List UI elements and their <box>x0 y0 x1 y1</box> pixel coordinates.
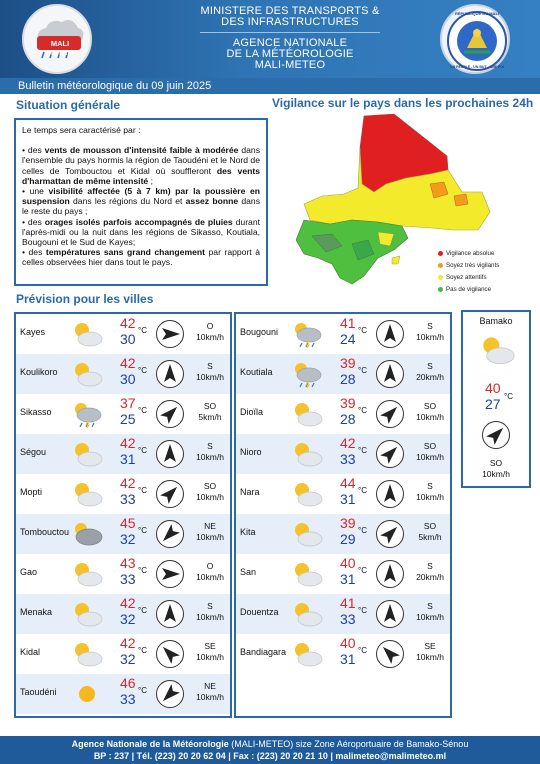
temp-max: 42 <box>340 435 356 451</box>
wind-speed: 10km/h <box>196 332 224 342</box>
bamako-tmax: 40 <box>485 380 501 396</box>
temp-min: 31 <box>340 651 356 667</box>
forecast-row <box>236 554 450 594</box>
forecast-row <box>16 594 230 634</box>
footer-address: (MALI-METEO) size Zone Aéroportuaire de Bamako-Sénou <box>228 739 469 749</box>
seal-bottom-text: UN PEUPLE - UN BUT - UNE FOI <box>450 65 504 69</box>
legend-dot-orange <box>438 263 443 268</box>
temp-max: 42 <box>120 635 136 651</box>
wind-speed: 10km/h <box>196 652 224 662</box>
agency-line2: DE LA MÉTÉOROLOGIE <box>226 48 354 60</box>
wind-direction: S <box>207 361 213 371</box>
degree-unit: °C <box>358 366 367 375</box>
situation-intro: Le temps sera caractérisé par : <box>22 125 141 135</box>
legend-label: Pas de vigilance <box>446 286 492 293</box>
temp-max: 42 <box>120 435 136 451</box>
forecast-row <box>236 514 450 554</box>
temp-min: 24 <box>340 331 356 347</box>
wind-direction-arrow-icon <box>375 319 405 349</box>
temp-max: 42 <box>120 475 136 491</box>
wind-direction-arrow-icon <box>375 439 405 469</box>
wind-speed: 10km/h <box>416 332 444 342</box>
b2-end: dans le reste du pays ; <box>22 196 260 217</box>
legend-label: Soyez très vigilants <box>446 262 500 269</box>
temp-min: 33 <box>340 611 356 627</box>
b4-bold: températures sans grand changement <box>45 247 205 258</box>
wind-direction-arrow-icon <box>375 359 405 389</box>
wind-speed: 10km/h <box>196 612 224 622</box>
partly-cloudy-icon <box>290 440 324 468</box>
wind-direction-arrow-icon <box>375 519 405 549</box>
wind-direction: SO <box>203 401 217 411</box>
temp-max: 42 <box>120 595 136 611</box>
temp-min: 32 <box>120 651 136 667</box>
wind-speed: 10km/h <box>196 452 224 462</box>
forecast-row <box>16 314 230 354</box>
b2-bold1: visibilité affectée (5 à 7 km) par la poussière en suspension <box>22 186 260 207</box>
wind-speed: 5km/h <box>198 412 222 422</box>
forecast-row <box>16 514 230 554</box>
city-name: Taoudéni <box>20 687 57 697</box>
city-name: Koutiala <box>240 367 273 377</box>
wind-direction-arrow-icon <box>155 399 185 429</box>
wind-direction: S <box>427 321 433 331</box>
temp-max: 41 <box>340 595 356 611</box>
temp-max: 42 <box>120 315 136 331</box>
wind-speed: 20km/h <box>416 372 444 382</box>
bamako-wind-dir: SO <box>489 458 503 468</box>
footer-line2: BP : 237 | Tél. (223) 20 20 62 04 | Fax : (223) 20 20 21 10 | malimeteo@malimeteo.ml <box>93 751 447 761</box>
degree-unit: °C <box>138 606 147 615</box>
situation-text-box <box>14 118 268 286</box>
city-name: Gao <box>20 567 38 577</box>
temp-min: 31 <box>120 451 136 467</box>
city-name: Sikasso <box>20 407 52 417</box>
legend-item-none <box>446 286 491 293</box>
bamako-deg: °C <box>504 392 513 401</box>
vigilance-map <box>282 108 532 298</box>
degree-unit: °C <box>358 606 367 615</box>
degree-unit: °C <box>138 366 147 375</box>
wind-speed: 10km/h <box>196 492 224 502</box>
temp-min: 31 <box>340 491 356 507</box>
forecast-row <box>236 314 450 354</box>
temp-min: 32 <box>120 531 136 547</box>
city-name: Ségou <box>20 447 47 457</box>
legend-item-attentive <box>446 274 487 281</box>
situation-bullet-2 <box>22 186 260 217</box>
temp-max: 37 <box>120 395 136 411</box>
agency-line1: AGENCE NATIONALE <box>232 37 348 49</box>
wind-direction-arrow-icon <box>155 679 185 709</box>
degree-unit: °C <box>138 646 147 655</box>
partly-cloudy-icon <box>70 640 104 668</box>
map-zone-no-vigilance <box>296 220 408 284</box>
wind-direction: SE <box>424 641 436 651</box>
temp-max: 40 <box>340 555 356 571</box>
temp-max: 39 <box>340 515 356 531</box>
b2-pre: • une <box>22 186 49 197</box>
temp-min: 29 <box>340 531 356 547</box>
degree-unit: °C <box>138 446 147 455</box>
partly-cloudy-icon <box>70 440 104 468</box>
wind-direction: S <box>207 601 213 611</box>
wind-direction-arrow-icon <box>155 559 185 589</box>
forecast-column-right <box>234 312 452 718</box>
wind-direction-arrow-icon <box>155 519 185 549</box>
degree-unit: °C <box>138 566 147 575</box>
forecast-title: Prévision pour les villes <box>16 292 154 306</box>
republic-seal <box>440 4 510 74</box>
degree-unit: °C <box>358 566 367 575</box>
wind-direction: NE <box>204 681 216 691</box>
wind-direction: SO <box>423 521 437 531</box>
footer-agency: Agence Nationale de la Météorologie <box>71 739 229 749</box>
temp-min: 33 <box>120 691 136 707</box>
wind-direction-arrow-icon <box>375 479 405 509</box>
wind-direction: O <box>206 321 214 331</box>
temp-min: 33 <box>120 571 136 587</box>
wind-direction-arrow-icon <box>375 639 405 669</box>
situation-bullet-1 <box>22 145 260 186</box>
b1-mid: dans l'ensemble du pays hormis la région de Taoudéni et le Nord de celles de Tombouctou et Kidal où souffleront <box>22 145 260 176</box>
partly-cloudy-icon <box>70 600 104 628</box>
b3-end: durant l'après-midi ou la nuit dans les régions de Sikasso, Koutiala, Bougouni et le Sud de Kayes; <box>22 216 261 248</box>
legend-item-very-vigilant <box>446 262 499 269</box>
wind-direction-arrow-icon <box>375 399 405 429</box>
wind-direction: S <box>427 481 433 491</box>
b3-pre: • des <box>22 216 45 227</box>
bamako-city: Bamako <box>479 316 513 326</box>
city-name: Menaka <box>20 607 53 617</box>
degree-unit: °C <box>358 526 367 535</box>
situation-bullet-3 <box>22 217 260 248</box>
b2-mid: dans les régions du Nord et <box>69 196 186 207</box>
temp-max: 43 <box>120 555 136 571</box>
b1-end: ; <box>148 175 153 186</box>
city-name: Koulikoro <box>20 367 58 377</box>
temp-min: 28 <box>340 371 356 387</box>
wind-speed: 5km/h <box>418 532 442 542</box>
ministry-line2: DES INFRASTRUCTURES <box>221 16 359 28</box>
bamako-card <box>461 310 531 488</box>
b4-pre: • des <box>22 247 46 258</box>
wind-speed: 10km/h <box>416 492 444 502</box>
temp-min: 31 <box>340 571 356 587</box>
temp-min: 33 <box>340 451 356 467</box>
temp-max: 45 <box>120 515 136 531</box>
partly-cloudy-icon <box>290 480 324 508</box>
forecast-row <box>16 554 230 594</box>
temp-max: 41 <box>340 315 356 331</box>
logo-text: MALI METEO <box>46 39 74 57</box>
header-divider <box>200 32 380 33</box>
temp-max: 39 <box>340 355 356 371</box>
temp-max: 46 <box>120 675 136 691</box>
situation-title: Situation générale <box>16 98 121 112</box>
forecast-row <box>236 394 450 434</box>
temp-min: 33 <box>120 491 136 507</box>
forecast-column-left <box>14 312 232 718</box>
legend-item-absolute <box>446 250 494 257</box>
degree-unit: °C <box>358 446 367 455</box>
city-name: San <box>240 567 257 577</box>
wind-speed: 10km/h <box>196 532 224 542</box>
wind-direction-arrow-icon <box>155 639 185 669</box>
forecast-row <box>16 674 230 714</box>
legend-label: Soyez attentifs <box>446 274 487 281</box>
wind-speed: 10km/h <box>416 452 444 462</box>
city-name: Kayes <box>20 327 46 337</box>
city-name: Douentza <box>240 607 279 617</box>
partly-cloudy-icon <box>290 560 324 588</box>
wind-direction: O <box>206 561 214 571</box>
temp-max: 42 <box>120 355 136 371</box>
city-name: Mopti <box>20 487 43 497</box>
vigilance-title: Vigilance sur le pays dans les prochaines 24h <box>272 96 534 110</box>
sunny-icon <box>70 680 104 708</box>
forecast-row <box>16 394 230 434</box>
partly-cloudy-icon <box>477 334 517 366</box>
partly-cloudy-icon <box>70 480 104 508</box>
partly-cloudy-icon <box>70 560 104 588</box>
degree-unit: °C <box>138 326 147 335</box>
ministry-line1: MINISTERE DES TRANSPORTS & <box>200 5 380 17</box>
degree-unit: °C <box>138 406 147 415</box>
degree-unit: °C <box>358 406 367 415</box>
wind-direction-arrow-icon <box>155 599 185 629</box>
footer-line1 <box>0 738 540 750</box>
wind-direction-arrow-icon <box>155 439 185 469</box>
city-name: Bougouni <box>240 327 279 337</box>
partly-cloudy-icon <box>290 400 324 428</box>
partly-cloudy-icon <box>290 520 324 548</box>
wind-direction: S <box>427 601 433 611</box>
wind-direction: SE <box>204 641 216 651</box>
thunderstorm-rain-icon <box>290 320 324 348</box>
degree-unit: °C <box>358 326 367 335</box>
b1-bold1: vents de mousson d'intensité faible à modérée <box>44 145 239 156</box>
agency-line3: MALI-METEO <box>254 59 326 71</box>
situation-bullet-4 <box>22 247 260 267</box>
wind-speed: 10km/h <box>416 412 444 422</box>
temp-max: 40 <box>340 635 356 651</box>
ministry-name <box>180 6 400 28</box>
temp-min: 30 <box>120 371 136 387</box>
wind-direction: SO <box>423 401 437 411</box>
b4-end: par rapport à celles observées hier dans tout le pays. <box>22 247 260 268</box>
seal-top-text: RÉPUBLIQUE DU MALI <box>455 11 499 16</box>
wind-direction: S <box>207 441 213 451</box>
wind-direction-arrow-icon <box>481 420 511 450</box>
forecast-row <box>236 354 450 394</box>
wind-speed: 10km/h <box>196 372 224 382</box>
degree-unit: °C <box>138 486 147 495</box>
city-name: Kidal <box>20 647 41 657</box>
temp-min: 25 <box>120 411 136 427</box>
legend-dot-green <box>438 287 443 292</box>
wind-direction-arrow-icon <box>155 359 185 389</box>
thunderstorm-rain-icon <box>290 360 324 388</box>
temp-min: 28 <box>340 411 356 427</box>
temp-min: 30 <box>120 331 136 347</box>
b1-bold2: des vents d'harmattan de même intensité <box>22 165 260 186</box>
bamako-tmin: 27 <box>485 396 501 412</box>
forecast-row <box>236 634 450 674</box>
partly-cloudy-icon <box>70 360 104 388</box>
forecast-row <box>236 594 450 634</box>
header-banner <box>0 0 540 78</box>
b2-bold2: assez bonne <box>185 196 239 207</box>
wind-speed: 10km/h <box>196 692 224 702</box>
bamako-wind-speed: 10km/h <box>482 469 510 479</box>
city-name: Dioïla <box>240 407 264 417</box>
partly-cloudy-icon <box>290 640 324 668</box>
mali-meteo-logo <box>22 4 92 74</box>
city-name: Kita <box>240 527 256 537</box>
city-name: Nara <box>240 487 260 497</box>
wind-speed: 20km/h <box>416 572 444 582</box>
wind-direction: SO <box>423 441 437 451</box>
degree-unit: °C <box>138 686 147 695</box>
wind-direction: SO <box>203 481 217 491</box>
wind-direction-arrow-icon <box>155 479 185 509</box>
city-name: Nioro <box>240 447 262 457</box>
wind-speed: 10km/h <box>416 652 444 662</box>
forecast-row <box>16 434 230 474</box>
bulletin-title: Bulletin météorologique du 09 juin 2025 <box>18 80 212 92</box>
legend-dot-red <box>438 251 443 256</box>
degree-unit: °C <box>358 646 367 655</box>
b1-pre: • des <box>22 145 45 156</box>
wind-direction: NE <box>204 521 216 531</box>
forecast-row <box>16 354 230 394</box>
temp-max: 39 <box>340 395 356 411</box>
footer <box>0 736 540 764</box>
legend-label: Vigilance absolue <box>446 250 495 257</box>
agency-name <box>180 38 400 71</box>
wind-speed: 10km/h <box>196 572 224 582</box>
city-name: Tombouctou <box>20 527 70 537</box>
wind-speed: 10km/h <box>416 612 444 622</box>
degree-unit: °C <box>358 486 367 495</box>
temp-max: 44 <box>340 475 356 491</box>
degree-unit: °C <box>138 526 147 535</box>
partly-cloudy-icon <box>70 320 104 348</box>
city-name: Bandiagara <box>240 647 287 657</box>
legend-dot-yellow <box>438 275 443 280</box>
forecast-row <box>236 474 450 514</box>
wind-direction-arrow-icon <box>155 319 185 349</box>
wind-direction: S <box>427 561 433 571</box>
forecast-row <box>16 634 230 674</box>
temp-min: 32 <box>120 611 136 627</box>
wind-direction: S <box>427 361 433 371</box>
forecast-row <box>16 474 230 514</box>
forecast-row <box>236 434 450 474</box>
bulletin-title-bar <box>0 78 540 94</box>
partly-cloudy-icon <box>290 600 324 628</box>
dusty-cloudy-icon <box>70 520 104 548</box>
thunderstorm-rain-icon <box>70 400 104 428</box>
wind-direction-arrow-icon <box>375 559 405 589</box>
wind-direction-arrow-icon <box>375 599 405 629</box>
b3-bold: orages isolés parfois accompagnés de pluies <box>44 216 233 227</box>
